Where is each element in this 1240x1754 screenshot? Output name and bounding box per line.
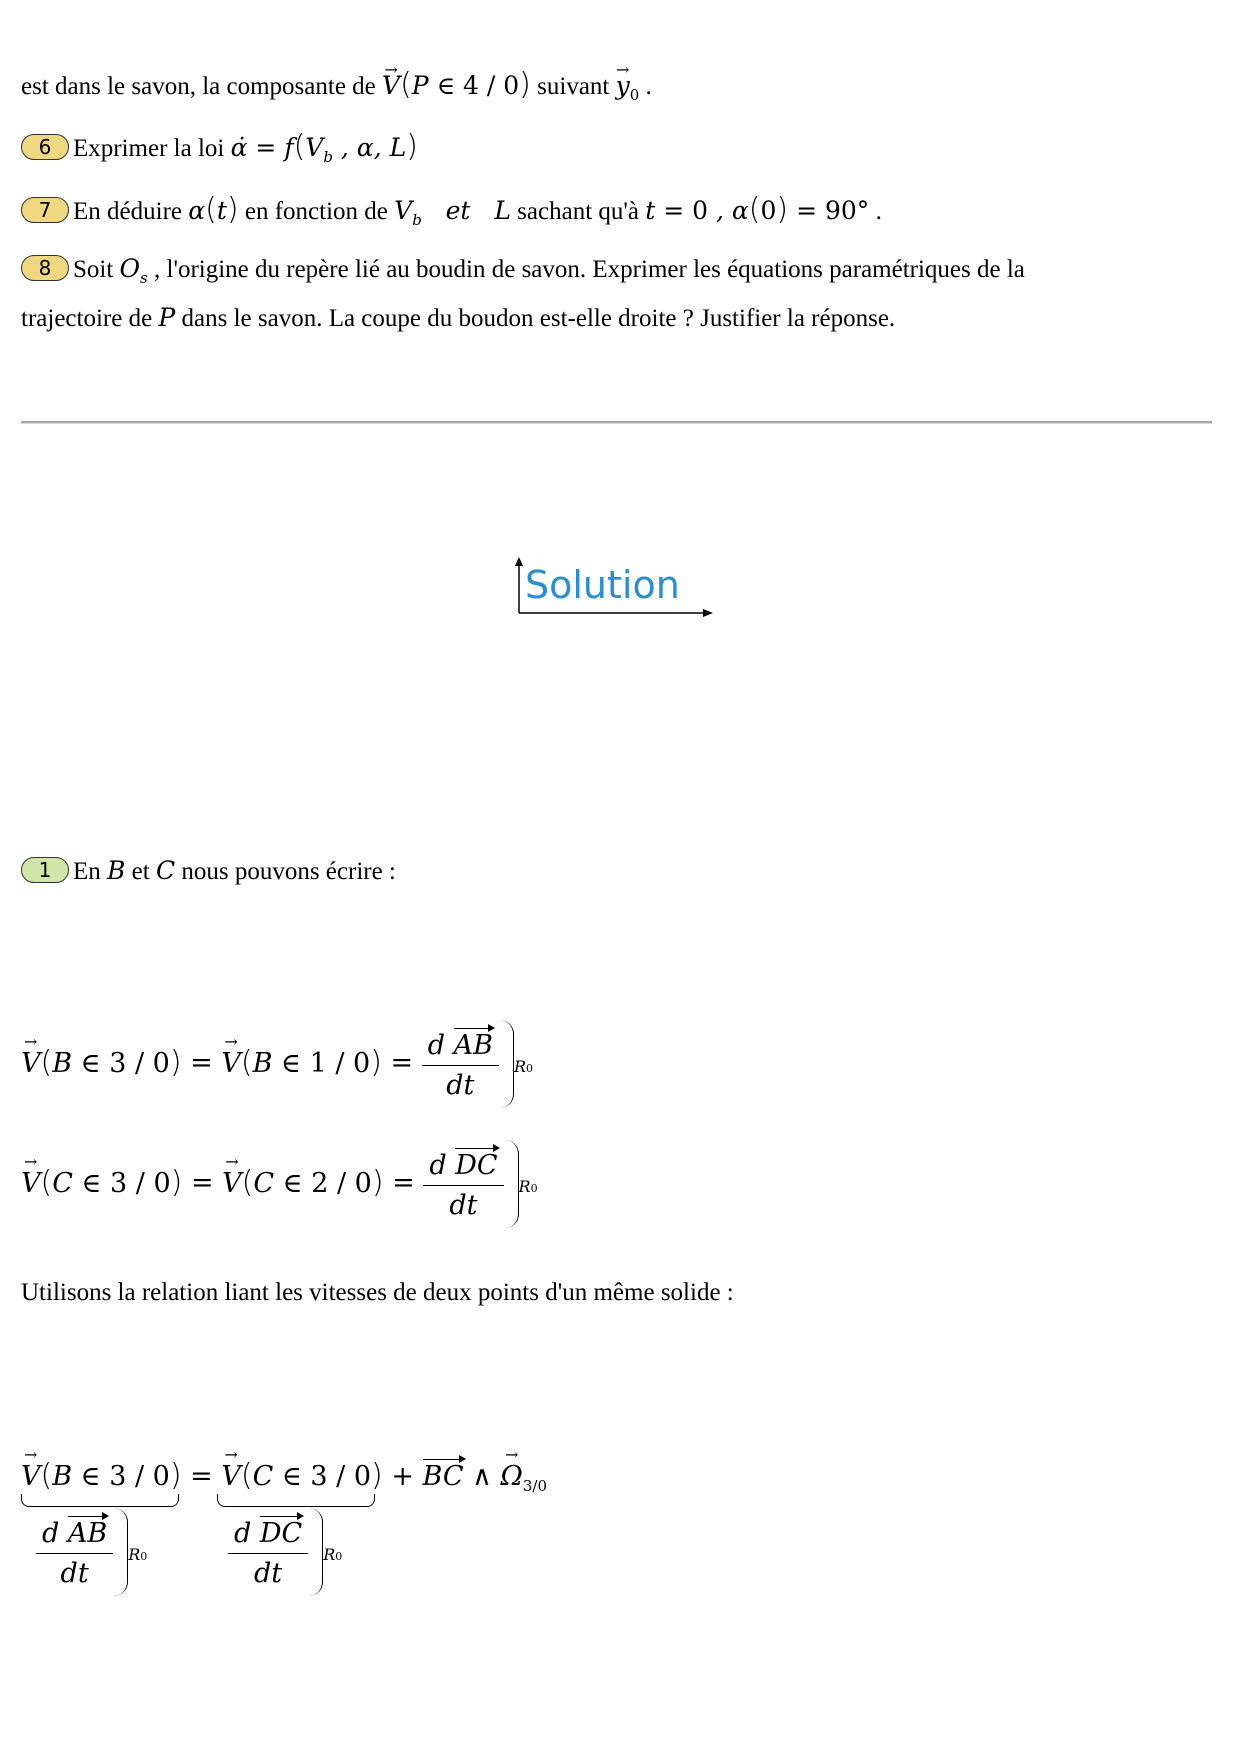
intro-text-2: suivant xyxy=(530,73,616,100)
question-8-text-4: dans le savon. La coupe du boudon est-elle droite ? Justifier la réponse. xyxy=(175,305,896,332)
underbrace-left xyxy=(21,1494,179,1507)
answer-1-text-3: nous pouvons écrire : xyxy=(175,858,396,885)
question-7-text-4: . xyxy=(869,198,882,225)
question-7-text-2: en fonction de xyxy=(238,198,395,225)
question-7-text-1: En déduire xyxy=(73,198,189,225)
answer-badge-1: 1 xyxy=(21,857,69,883)
formula-velocity-p: → V(P ∈ 4 / 0) xyxy=(382,71,531,100)
relation-text xyxy=(21,1278,734,1308)
relation-sentence: Utilisons la relation liant les vitesses de deux points d'un même solide : xyxy=(21,1279,734,1306)
question-6-text: Exprimer la loi xyxy=(73,135,231,162)
equation-velocity-c: → V(C ∈ 3 / 0) = → V(C ∈ 2 / 0) = $\frac{\text{d DC}}{dt}$ R0 xyxy=(21,1140,538,1228)
solution-label: Solution xyxy=(525,563,680,607)
intro-text-1: est dans le savon, la composante de xyxy=(21,73,383,100)
question-badge-8: 8 xyxy=(21,255,69,281)
formula-y0: → $y_0$ xyxy=(616,71,640,100)
question-badge-7: 7 xyxy=(21,197,69,223)
formula-p: P xyxy=(158,303,176,332)
formula-alpha-dot: α̇ = $f(V_b$ , α, L) xyxy=(230,129,418,166)
answer-1 xyxy=(21,856,396,887)
intro-line xyxy=(21,67,652,110)
formula-alpha-t: α(t) xyxy=(188,192,239,227)
equation-velocity-b: → V(B ∈ 3 / 0) = → V(B ∈ 1 / 0) = $\frac{\text{d AB}}{dt}$ R0 xyxy=(21,1020,533,1108)
intro-text-3: . xyxy=(639,73,652,100)
question-8-text-3: trajectoire de xyxy=(21,305,159,332)
formula-c: C xyxy=(155,856,176,885)
formula-b: B xyxy=(107,856,126,885)
formula-os: $O_s$ xyxy=(119,254,148,287)
question-7-text-3: sachant qu'à xyxy=(510,198,646,225)
subexpression-ddc-dt: $\frac{\text{d DC}}{dt}$ R0 xyxy=(228,1508,342,1596)
equation-velocity-relation: → V(B ∈ 3 / 0) = → V(C ∈ 3 / 0) + BC ∧ → $\Omega_{3/0}$ xyxy=(21,1458,547,1495)
underbrace-right xyxy=(217,1494,375,1507)
horizontal-divider xyxy=(21,421,1212,424)
question-badge-6: 6 xyxy=(21,134,69,160)
formula-initial-condition: t = 0 , α(0) = 90° xyxy=(645,192,870,227)
question-6 xyxy=(21,129,418,172)
question-8-text-1: Soit xyxy=(73,256,120,283)
question-7 xyxy=(21,192,882,235)
answer-1-text-1: En xyxy=(73,858,108,885)
formula-vb-et-l: $V_b$ et L xyxy=(394,196,511,229)
question-8-line-1 xyxy=(21,254,1025,293)
solution-link[interactable] xyxy=(513,557,713,617)
answer-1-text-2: et xyxy=(125,858,156,885)
question-8-line-2 xyxy=(21,303,895,334)
question-8-text-2: , l'origine du repère lié au boudin de savon. Exprimer les équations paramétriques de la xyxy=(147,256,1025,283)
subexpression-dab-dt: $\frac{\text{d AB}}{dt}$ R0 xyxy=(36,1508,147,1596)
